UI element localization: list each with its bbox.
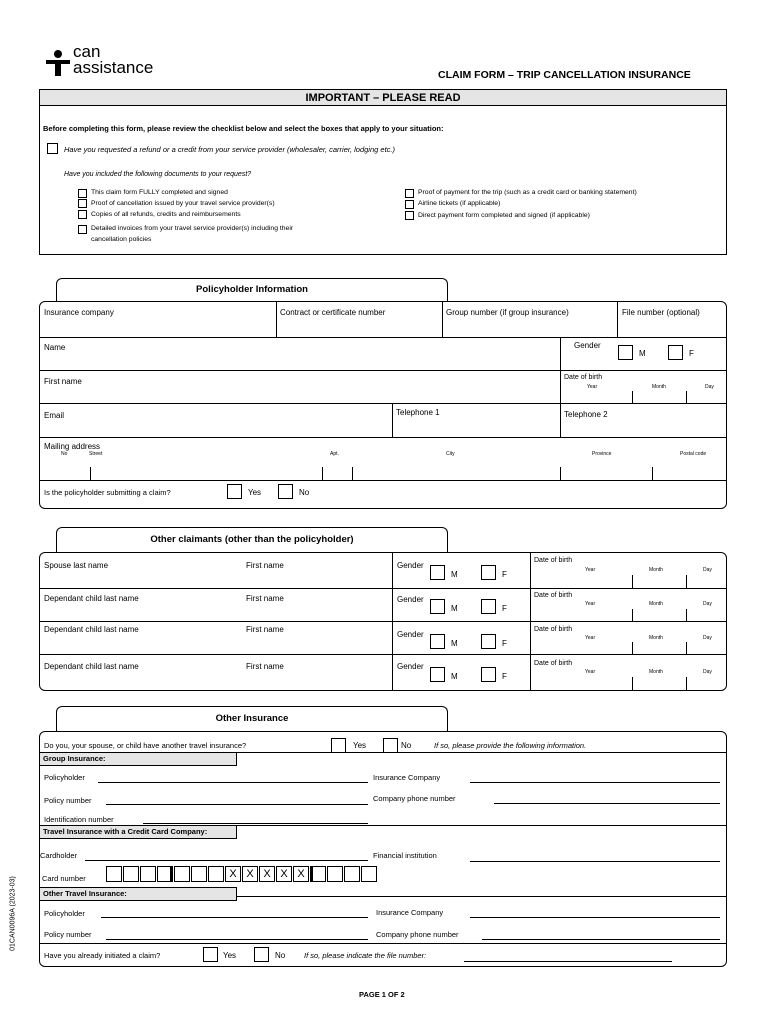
group-identification-label: Identification number xyxy=(44,815,114,824)
claimant-last-name-label: Dependant child last name xyxy=(44,594,139,603)
doc-item: Direct payment form completed and signed (if applicable) xyxy=(418,212,590,219)
group-policy-number-label: Policy number xyxy=(44,796,92,805)
claimant-year-label: Year xyxy=(585,601,596,607)
claimant-gender-m-label: M xyxy=(451,672,458,681)
claimant-gender-f-label: F xyxy=(502,639,507,648)
logo-text-line2: assistance xyxy=(73,58,154,77)
gender-m-label: M xyxy=(639,349,646,358)
email-label: Email xyxy=(44,411,65,420)
group-company-phone-label: Company phone number xyxy=(373,794,456,803)
financial-institution-label: Financial institution xyxy=(373,851,437,860)
doc-item: Copies of all refunds, credits and reimbursements xyxy=(91,211,241,218)
mailing-address-label: Mailing address xyxy=(44,442,101,451)
address-province-label: Province xyxy=(592,451,612,457)
logo-text-line1: can xyxy=(73,42,101,61)
doc-checkbox-cancellation[interactable] xyxy=(78,199,87,208)
initiated-yes-checkbox[interactable] xyxy=(203,947,218,962)
important-heading: IMPORTANT – PLEASE READ xyxy=(40,90,726,106)
card-masked-digit: X xyxy=(276,866,292,882)
insurance-company-label: Insurance company xyxy=(44,308,114,317)
submitting-yes-label: Yes xyxy=(248,488,262,497)
card-masked-digit: X xyxy=(242,866,258,882)
initiated-no-label: No xyxy=(275,951,286,960)
address-postal-label: Postal code xyxy=(680,451,707,457)
initiated-yes-label: Yes xyxy=(223,951,237,960)
file-number-hint: If so, please indicate the file number: xyxy=(304,951,427,960)
claimant-gender-m-checkbox[interactable] xyxy=(430,565,445,580)
doc-checkbox-direct-payment[interactable] xyxy=(405,211,414,220)
doc-checkbox-refunds[interactable] xyxy=(78,210,87,219)
claimant-gender-f-label: F xyxy=(502,570,507,579)
claimant-first-name-label: First name xyxy=(246,594,284,603)
logo xyxy=(46,42,186,80)
claimant-day-label: Day xyxy=(703,601,712,607)
card-number-label: Card number xyxy=(42,874,86,883)
claimant-dob-label: Date of birth xyxy=(534,660,573,667)
claimant-gender-f-label: F xyxy=(502,672,507,681)
name-label: Name xyxy=(44,343,66,352)
doc-checkbox-airline[interactable] xyxy=(405,200,414,209)
credit-card-heading: Travel Insurance with a Credit Card Company: xyxy=(40,825,237,839)
plus-logo-icon xyxy=(46,50,70,76)
other-insurance-no-label: No xyxy=(401,741,412,750)
policyholder-section xyxy=(39,301,727,509)
claimant-first-name-label: First name xyxy=(246,625,284,634)
telephone1-label: Telephone 1 xyxy=(396,408,440,417)
claimant-gender-label: Gender xyxy=(397,630,424,639)
other-insurance-yes-checkbox[interactable] xyxy=(331,738,346,753)
cardholder-label: Cardholder xyxy=(40,851,78,860)
other-travel-heading: Other Travel Insurance: xyxy=(40,887,237,901)
other-insurance-if-so: If so, please provide the following information. xyxy=(434,741,587,750)
other-company-phone-label: Company phone number xyxy=(376,930,459,939)
side-form-code: 01CAN0096A (2023-03) xyxy=(9,876,17,951)
refund-checkbox[interactable] xyxy=(47,143,58,154)
submitting-question: Is the policyholder submitting a claim? xyxy=(44,488,171,497)
address-street-label: Street xyxy=(89,451,103,457)
gender-label: Gender xyxy=(574,341,601,350)
claimant-day-label: Day xyxy=(703,567,712,573)
claimant-year-label: Year xyxy=(585,635,596,641)
dob-day-label: Day xyxy=(705,384,714,390)
dob-label: Date of birth xyxy=(564,374,603,381)
claimant-month-label: Month xyxy=(649,635,663,641)
claimant-day-label: Day xyxy=(703,635,712,641)
claimant-gender-m-checkbox[interactable] xyxy=(430,634,445,649)
gender-f-checkbox[interactable] xyxy=(668,345,683,360)
claimant-gender-label: Gender xyxy=(397,595,424,604)
form-title: CLAIM FORM – TRIP CANCELLATION INSURANCE xyxy=(438,69,691,81)
file-number-label: File number (optional) xyxy=(622,308,700,317)
gender-m-checkbox[interactable] xyxy=(618,345,633,360)
group-number-label: Group number (if group insurance) xyxy=(446,308,569,317)
claimant-gender-f-label: F xyxy=(502,604,507,613)
claimant-first-name-label: First name xyxy=(246,662,284,671)
policyholder-tab: Policyholder Information xyxy=(56,278,448,301)
card-masked-digit: X xyxy=(225,866,241,882)
claimant-gender-f-checkbox[interactable] xyxy=(481,565,496,580)
group-policyholder-label: Policyholder xyxy=(44,773,85,782)
dob-year-label: Year xyxy=(587,384,598,390)
submitting-no-label: No xyxy=(299,488,310,497)
claimants-tab: Other claimants (other than the policyholder) xyxy=(56,527,448,552)
claimant-month-label: Month xyxy=(649,669,663,675)
gender-f-label: F xyxy=(689,349,694,358)
doc-item: This claim form FULLY completed and signed xyxy=(91,189,228,196)
doc-item: Proof of cancellation issued by your travel service provider(s) xyxy=(91,200,275,207)
telephone2-label: Telephone 2 xyxy=(564,410,608,419)
other-insurance-question: Do you, your spouse, or child have another travel insurance? xyxy=(44,741,247,750)
page-footer: PAGE 1 OF 2 xyxy=(359,990,405,999)
address-city-label: City xyxy=(446,451,455,457)
first-name-label: First name xyxy=(44,377,82,386)
card-number-field[interactable] xyxy=(106,866,380,884)
address-apt-label: Apt. xyxy=(330,451,339,457)
claimant-dob-label: Date of birth xyxy=(534,592,573,599)
dob-month-label: Month xyxy=(652,384,666,390)
claimant-gender-label: Gender xyxy=(397,561,424,570)
doc-item-continued: cancellation policies xyxy=(91,236,152,243)
group-insurance-company-label: Insurance Company xyxy=(373,773,441,782)
claimant-day-label: Day xyxy=(703,669,712,675)
doc-item: Detailed invoices from your travel service provider(s) including their xyxy=(91,225,294,232)
card-masked-digit: X xyxy=(293,866,309,882)
claimant-gender-f-checkbox[interactable] xyxy=(481,667,496,682)
important-intro: Before completing this form, please review the checklist below and select the boxes that apply to your situation: xyxy=(43,124,444,133)
doc-checkbox-invoices[interactable] xyxy=(78,225,87,234)
other-policyholder-label: Policyholder xyxy=(44,909,85,918)
claimant-first-name-label: First name xyxy=(246,561,284,570)
refund-question: Have you requested a refund or a credit from your service provider (wholesaler, carrier, lodging etc.) xyxy=(64,145,395,154)
card-masked-digit: X xyxy=(259,866,275,882)
initiated-no-checkbox[interactable] xyxy=(254,947,269,962)
claimant-gender-f-checkbox[interactable] xyxy=(481,634,496,649)
submitting-no-checkbox[interactable] xyxy=(278,484,293,499)
claimant-dob-label: Date of birth xyxy=(534,626,573,633)
docs-question: Have you included the following documents to your request? xyxy=(64,171,252,178)
claimant-dob-label: Date of birth xyxy=(534,557,573,564)
address-no-label: No xyxy=(61,451,68,457)
doc-checkbox-claim-form[interactable] xyxy=(78,189,87,198)
claimant-month-label: Month xyxy=(649,567,663,573)
submitting-yes-checkbox[interactable] xyxy=(227,484,242,499)
doc-item: Proof of payment for the trip (such as a credit card or banking statement) xyxy=(418,189,637,196)
claimant-gender-m-checkbox[interactable] xyxy=(430,599,445,614)
claimant-month-label: Month xyxy=(649,601,663,607)
claimant-year-label: Year xyxy=(585,669,596,675)
other-insurance-company-label: Insurance Company xyxy=(376,908,444,917)
claimant-gender-m-label: M xyxy=(451,639,458,648)
claimant-gender-f-checkbox[interactable] xyxy=(481,599,496,614)
claimant-gender-m-checkbox[interactable] xyxy=(430,667,445,682)
group-insurance-heading: Group Insurance: xyxy=(40,752,237,766)
claimant-last-name-label: Dependant child last name xyxy=(44,625,139,634)
claimant-gender-label: Gender xyxy=(397,662,424,671)
claimant-gender-m-label: M xyxy=(451,570,458,579)
claimant-year-label: Year xyxy=(585,567,596,573)
doc-checkbox-payment[interactable] xyxy=(405,189,414,198)
initiated-claim-question: Have you already initiated a claim? xyxy=(44,951,161,960)
other-policy-number-label: Policy number xyxy=(44,930,92,939)
other-insurance-tab: Other Insurance xyxy=(56,706,448,731)
other-insurance-yes-label: Yes xyxy=(353,741,367,750)
other-insurance-no-checkbox[interactable] xyxy=(383,738,398,753)
claimant-gender-m-label: M xyxy=(451,604,458,613)
doc-item: Airline tickets (if applicable) xyxy=(418,200,501,207)
claimant-last-name-label: Dependant child last name xyxy=(44,662,139,671)
claimant-last-name-label: Spouse last name xyxy=(44,561,109,570)
contract-number-label: Contract or certificate number xyxy=(280,308,386,317)
